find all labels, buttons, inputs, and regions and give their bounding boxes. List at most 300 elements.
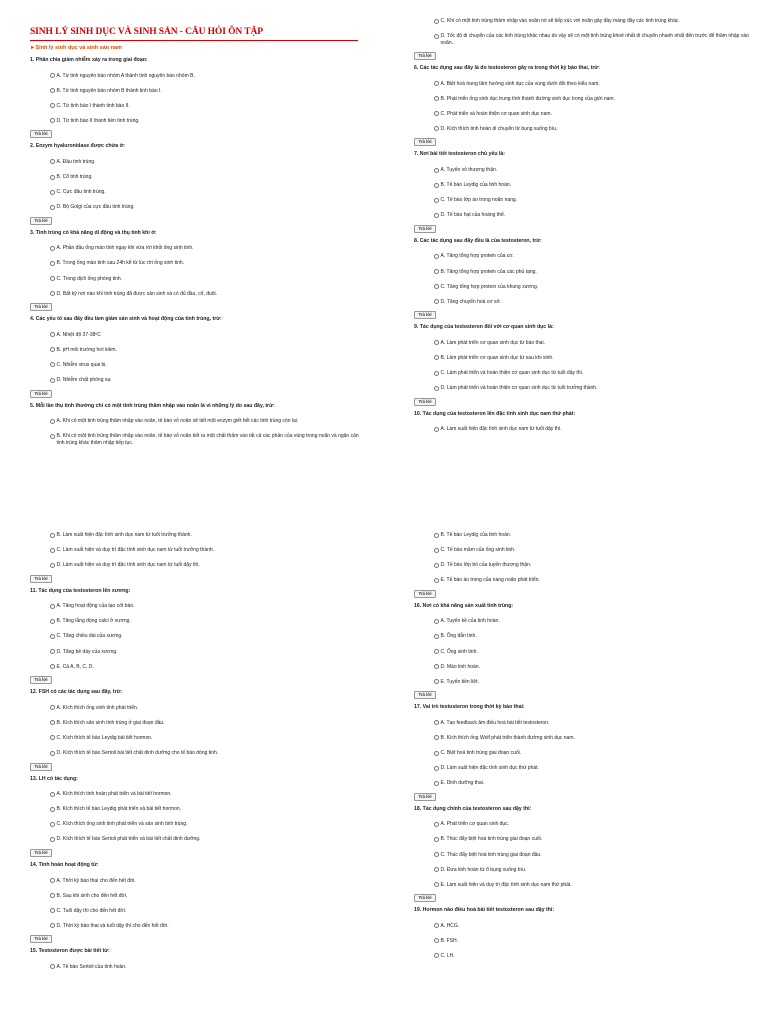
option-label: A. Làm xuất hiện đặc tính sinh dục nam từ tuổi dậy thì. bbox=[440, 426, 562, 433]
radio-button-icon[interactable] bbox=[434, 284, 439, 289]
option-label: B. Thúc đẩy biệt hoá tinh trùng giai đoạn cuối. bbox=[440, 836, 543, 843]
option-label: C. LH. bbox=[440, 952, 455, 959]
answer-option[interactable] bbox=[414, 780, 760, 787]
question-text: 5. Mỗi lần thụ tinh thường chỉ có một tinh trùng thâm nhập vào noãn là vì những lý do sau đây, trừ: bbox=[30, 402, 275, 409]
question-list bbox=[30, 57, 360, 446]
radio-button-icon[interactable] bbox=[434, 269, 439, 274]
answer-button[interactable]: Trả lời bbox=[414, 52, 436, 60]
answer-option[interactable] bbox=[414, 33, 760, 46]
radio-button-icon[interactable] bbox=[434, 679, 439, 684]
option-label: A. Phần đầu ống mào tinh ngay khi vừa rời khỏi ống sinh tinh. bbox=[56, 245, 194, 252]
answer-button[interactable]: Trả lời bbox=[30, 390, 52, 398]
answer-option[interactable] bbox=[414, 167, 760, 174]
answer-option[interactable] bbox=[414, 953, 760, 960]
question-text: 8. Các tác dụng sau đây đều là của testosteron, trừ: bbox=[414, 237, 542, 244]
answer-option[interactable] bbox=[30, 174, 360, 181]
radio-button-icon[interactable] bbox=[434, 634, 439, 639]
question-block bbox=[30, 57, 360, 138]
question-text: 16. Nơi có khả năng sản xuất tinh trùng: bbox=[414, 602, 514, 609]
answer-option[interactable] bbox=[30, 362, 360, 369]
option-label: C. Trong dịch ống phóng tinh. bbox=[56, 275, 123, 282]
option-label: E. Tế bào áo trong của nang noãn phát triển. bbox=[440, 577, 540, 584]
radio-button-icon[interactable] bbox=[434, 619, 439, 624]
option-label: A. Đầu tinh trùng. bbox=[56, 158, 96, 165]
question-block bbox=[414, 907, 760, 959]
option-label: A. Tạo feedback âm điều hoà bài tiết testosteron. bbox=[440, 719, 550, 726]
answer-option[interactable] bbox=[414, 577, 760, 584]
option-label: A. Khi có một tinh trùng thâm nhập vào noãn, tế bào vỏ noãn sẽ tiết một enzym giết hết các tinh trùng còn lại. bbox=[56, 418, 299, 425]
answer-option[interactable] bbox=[414, 197, 760, 204]
answer-button[interactable]: Trả lời bbox=[30, 130, 52, 138]
question-block bbox=[414, 238, 760, 319]
option-label: C. Từ tinh bào I thành tinh bào II. bbox=[56, 102, 130, 109]
question-block bbox=[30, 143, 360, 224]
answer-button[interactable]: Trả lời bbox=[30, 217, 52, 225]
answer-option[interactable] bbox=[30, 964, 360, 971]
answer-option[interactable] bbox=[30, 705, 360, 712]
option-label: C. Phát triển và hoàn thiện cơ quan sinh dục nam. bbox=[440, 110, 552, 117]
answer-option[interactable] bbox=[30, 189, 360, 196]
option-label: A. Nhiệt độ 37-38ºC bbox=[56, 331, 101, 338]
question-block bbox=[30, 862, 360, 943]
question-list bbox=[30, 532, 360, 970]
option-label: B. FSH. bbox=[440, 937, 459, 944]
question-block bbox=[414, 806, 760, 902]
option-label: B. Làm phát triển cơ quan sinh dục từ sau khi sinh. bbox=[440, 354, 554, 361]
answer-option[interactable] bbox=[30, 332, 360, 339]
answer-option[interactable] bbox=[414, 253, 760, 260]
option-label: C. Khi có một tinh trùng thâm nhập vào noãn nó sẽ tiếp xúc với noãn gây đầy màng đầy các tinh trùng khác. bbox=[440, 18, 680, 24]
answer-button[interactable]: Trả lời bbox=[414, 590, 436, 598]
radio-button-icon[interactable] bbox=[50, 664, 55, 669]
answer-button[interactable]: Trả lời bbox=[414, 793, 436, 801]
radio-button-icon[interactable] bbox=[434, 198, 439, 203]
answer-option[interactable] bbox=[30, 908, 360, 915]
answer-option[interactable] bbox=[414, 340, 760, 347]
answer-option[interactable] bbox=[414, 18, 760, 25]
answer-button[interactable]: Trả lời bbox=[414, 691, 436, 699]
answer-option[interactable] bbox=[414, 299, 760, 306]
option-label: D. Mào tinh hoàn. bbox=[440, 663, 480, 670]
option-label: D. Bộ Golgi của cực đầu tinh trùng. bbox=[56, 204, 135, 211]
option-label: B. Tế bào Leydig của tinh hoàn. bbox=[440, 182, 512, 189]
answer-option[interactable] bbox=[414, 735, 760, 742]
answer-option[interactable] bbox=[30, 836, 360, 843]
answer-option[interactable] bbox=[414, 126, 760, 133]
radio-button-icon[interactable] bbox=[50, 261, 55, 266]
option-label: B. Làm xuất hiện đặc tính sinh dục nam từ tuổi trưởng thành. bbox=[56, 532, 192, 538]
radio-button-icon[interactable] bbox=[434, 371, 439, 376]
answer-button[interactable]: Trả lời bbox=[414, 398, 436, 406]
radio-button-icon[interactable] bbox=[50, 720, 55, 725]
answer-option[interactable] bbox=[30, 547, 360, 554]
answer-option[interactable] bbox=[414, 852, 760, 859]
question-block bbox=[414, 603, 760, 699]
option-label: A. Từ tinh nguyên bào nhóm A thành tinh nguyên bào nhóm B. bbox=[56, 72, 195, 79]
answer-option[interactable] bbox=[30, 664, 360, 671]
option-label: D. Đưa tinh hoàn từ ổ bụng xuống bìu. bbox=[440, 866, 527, 873]
radio-button-icon[interactable] bbox=[434, 254, 439, 259]
answer-button[interactable]: Trả lời bbox=[414, 311, 436, 319]
question-text: 3. Tinh trùng có khả năng di động và thụ tinh khi ở: bbox=[30, 229, 157, 236]
radio-button-icon[interactable] bbox=[50, 378, 55, 383]
answer-option[interactable] bbox=[414, 720, 760, 727]
question-text: 2. Enzym hyaluronidase được chứa ở: bbox=[30, 143, 126, 150]
answer-option[interactable] bbox=[414, 284, 760, 291]
radio-button-icon[interactable] bbox=[50, 807, 55, 812]
answer-option[interactable] bbox=[414, 426, 760, 433]
radio-button-icon[interactable] bbox=[50, 908, 55, 913]
option-label: B. Tăng tổng hợp protein của các phủ tạng. bbox=[440, 268, 537, 275]
answer-option[interactable] bbox=[30, 377, 360, 384]
radio-button-icon[interactable] bbox=[50, 792, 55, 797]
answer-option[interactable] bbox=[414, 750, 760, 757]
option-label: C. Tăng chiều dài của xương. bbox=[56, 633, 123, 640]
radio-button-icon[interactable] bbox=[50, 419, 55, 424]
question-text: 14. Tinh hoàn hoạt động từ: bbox=[30, 861, 99, 868]
page-2-right-column bbox=[414, 528, 760, 959]
option-label: A. Kích thích tinh hoàn phát triển và bài tiết hormon. bbox=[56, 791, 172, 798]
option-label: D. Kích thích tinh hoàn di chuyển từ bụng xuống bìu. bbox=[440, 125, 558, 132]
answer-option[interactable] bbox=[414, 370, 760, 377]
question-block bbox=[414, 324, 760, 405]
answer-option[interactable] bbox=[30, 806, 360, 813]
question-block bbox=[414, 532, 760, 598]
question-text: 19. Hormon nào điều hoà bài tiết testosteron sau dậy thì: bbox=[414, 907, 555, 914]
answer-option[interactable] bbox=[414, 679, 760, 686]
radio-button-icon[interactable] bbox=[50, 73, 55, 78]
answer-button[interactable]: Trả lời bbox=[414, 894, 436, 902]
answer-option[interactable] bbox=[30, 88, 360, 95]
radio-button-icon[interactable] bbox=[50, 735, 55, 740]
answer-option[interactable] bbox=[30, 893, 360, 900]
answer-option[interactable] bbox=[30, 159, 360, 166]
answer-button[interactable]: Trả lời bbox=[30, 303, 52, 311]
radio-button-icon[interactable] bbox=[50, 434, 55, 439]
radio-button-icon[interactable] bbox=[50, 705, 55, 710]
answer-option[interactable] bbox=[414, 664, 760, 671]
answer-option[interactable] bbox=[414, 355, 760, 362]
radio-button-icon[interactable] bbox=[434, 213, 439, 218]
answer-option[interactable] bbox=[414, 938, 760, 945]
answer-button[interactable]: Trả lời bbox=[30, 575, 52, 583]
option-label: A. Tuyến kề của tinh hoàn. bbox=[440, 618, 500, 625]
answer-option[interactable] bbox=[30, 103, 360, 110]
option-label: A. Tăng tổng hợp protein của cơ. bbox=[440, 253, 514, 260]
radio-button-icon[interactable] bbox=[434, 751, 439, 756]
option-label: A. Tăng hoạt động của tạo cốt bào. bbox=[56, 603, 135, 610]
radio-button-icon[interactable] bbox=[50, 878, 55, 883]
option-label: D. Thời kỳ bào thai và tuổi dậy thì cho đến hết đời. bbox=[56, 922, 169, 929]
answer-option[interactable] bbox=[414, 882, 760, 889]
radio-button-icon[interactable] bbox=[434, 938, 439, 943]
radio-button-icon[interactable] bbox=[434, 882, 439, 887]
radio-button-icon[interactable] bbox=[434, 781, 439, 786]
option-label: D. Tốc độ di chuyển của các tinh trùng khác nhau do vậy sẽ có một tinh trùng khoẻ nhất di chuyển nhanh nhất đến trước để thâm nhập vào noãn. bbox=[440, 33, 749, 46]
option-label: D. Kích thích tế bào Sertoli bài tiết chất dinh dưỡng cho tế bào dòng tinh. bbox=[56, 750, 219, 757]
option-label: D. Nhiễm chất phóng xạ. bbox=[56, 377, 112, 383]
answer-option[interactable] bbox=[30, 618, 360, 625]
radio-button-icon[interactable] bbox=[50, 923, 55, 928]
radio-button-icon[interactable] bbox=[434, 168, 439, 173]
question-block bbox=[30, 230, 360, 311]
question-block bbox=[414, 65, 760, 146]
answer-option[interactable] bbox=[30, 291, 360, 298]
answer-option[interactable] bbox=[30, 532, 360, 539]
radio-button-icon[interactable] bbox=[50, 159, 55, 164]
answer-option[interactable] bbox=[414, 385, 760, 392]
radio-button-icon[interactable] bbox=[434, 111, 439, 116]
answer-option[interactable] bbox=[30, 791, 360, 798]
answer-option[interactable] bbox=[30, 750, 360, 757]
answer-option[interactable] bbox=[414, 269, 760, 276]
section-subtitle: ►Sinh lý sinh dục và sinh sản nam bbox=[30, 45, 122, 51]
option-label: C. Tuổi dậy thì cho đến hết đời. bbox=[56, 907, 127, 914]
title-rule bbox=[30, 40, 358, 41]
radio-button-icon[interactable] bbox=[434, 953, 439, 958]
option-label: C. Tăng tổng hợp protein của khung xương. bbox=[440, 283, 539, 290]
answer-option[interactable] bbox=[30, 276, 360, 283]
question-block bbox=[30, 776, 360, 857]
answer-option[interactable] bbox=[414, 532, 760, 539]
answer-option[interactable] bbox=[414, 836, 760, 843]
radio-button-icon[interactable] bbox=[434, 837, 439, 842]
option-label: D. Làm xuất hiện và duy trì đặc tính sinh dục nam từ tuổi dậy thì. bbox=[56, 562, 200, 569]
option-label: B. Tế bào Leydig của tinh hoàn. bbox=[440, 532, 512, 538]
option-label: C. Kích thích tế bào Leydig bài tiết hormon. bbox=[56, 734, 153, 741]
answer-option[interactable] bbox=[30, 245, 360, 252]
radio-button-icon[interactable] bbox=[50, 276, 55, 281]
answer-button[interactable]: Trả lời bbox=[414, 225, 436, 233]
answer-option[interactable] bbox=[414, 618, 760, 625]
option-label: D. Từ tinh bào II thành tiền tinh trùng. bbox=[56, 117, 140, 124]
question-text: 18. Tác dụng chính của testosteron sau dậy thì: bbox=[414, 805, 532, 812]
option-label: D. Tế bào hạt của hoàng thể. bbox=[440, 212, 506, 219]
option-label: E. Tuyến tiền liệt. bbox=[440, 678, 479, 685]
option-label: C. Nhiễm virus quai bị. bbox=[56, 361, 107, 368]
radio-button-icon[interactable] bbox=[434, 664, 439, 669]
radio-button-icon[interactable] bbox=[50, 548, 55, 553]
answer-option[interactable] bbox=[414, 547, 760, 554]
option-label: B. Cổ tinh trùng. bbox=[56, 174, 93, 181]
radio-button-icon[interactable] bbox=[434, 735, 439, 740]
answer-option[interactable] bbox=[30, 260, 360, 267]
option-label: A. HCG. bbox=[440, 922, 460, 929]
radio-button-icon[interactable] bbox=[434, 96, 439, 101]
option-label: B. Khi có một tinh trùng thâm nhập vào noãn, tế bào vỏ noãn tiết ra một chất thấm vào tất cả các phần của vùng trong noãn và ngăn cản tinh trùng khác thâm nhập tiếp tục. bbox=[56, 433, 359, 446]
answer-option[interactable] bbox=[414, 821, 760, 828]
option-label: B. Từ tinh nguyên bào nhóm B thành tinh bào I. bbox=[56, 87, 162, 94]
radio-button-icon[interactable] bbox=[50, 118, 55, 123]
radio-button-icon[interactable] bbox=[50, 175, 55, 180]
radio-button-icon[interactable] bbox=[434, 766, 439, 771]
option-label: B. Phát triển ống sinh dục trung tính thành đường sinh dục trong của giới nam. bbox=[440, 95, 615, 102]
question-block bbox=[30, 689, 360, 770]
radio-button-icon[interactable] bbox=[50, 205, 55, 210]
question-text: 7. Nơi bài tiết testosteron chủ yếu là: bbox=[414, 151, 506, 158]
answer-option[interactable] bbox=[30, 603, 360, 610]
answer-option[interactable] bbox=[414, 867, 760, 874]
option-label: D. Làm xuất hiện đặc tính sinh dục thứ phát. bbox=[440, 765, 539, 772]
question-block bbox=[30, 948, 360, 970]
page-1-left-column bbox=[30, 26, 360, 446]
radio-button-icon[interactable] bbox=[434, 563, 439, 568]
question-block bbox=[414, 18, 760, 60]
answer-option[interactable] bbox=[414, 562, 760, 569]
radio-button-icon[interactable] bbox=[50, 190, 55, 195]
option-label: C. Làm xuất hiện và duy trì đặc tính sinh dục nam từ tuổi trưởng thành. bbox=[56, 547, 215, 554]
answer-option[interactable] bbox=[30, 562, 360, 569]
answer-option[interactable] bbox=[414, 649, 760, 656]
option-label: E. Cả A, B, C, D. bbox=[56, 663, 94, 670]
question-text: 13. LH có tác dụng: bbox=[30, 775, 78, 782]
answer-option[interactable] bbox=[30, 878, 360, 885]
option-label: A. Làm phát triển cơ quan sinh dục từ bào thai. bbox=[440, 339, 545, 346]
option-label: D. Tăng chuyển hoá cơ sở. bbox=[440, 298, 502, 305]
radio-button-icon[interactable] bbox=[434, 852, 439, 857]
radio-button-icon[interactable] bbox=[50, 837, 55, 842]
option-label: C. Kích thích ống sinh tinh phát triển và sản sinh tinh trùng. bbox=[56, 821, 188, 828]
option-label: A. Phát triển cơ quan sinh dục. bbox=[440, 821, 510, 828]
option-label: C. Biệt hoá tinh trùng giai đoạn cuối. bbox=[440, 750, 522, 757]
question-list bbox=[414, 532, 760, 959]
option-label: A. Thời kỳ bào thai cho đến hết đời. bbox=[56, 877, 136, 884]
radio-button-icon[interactable] bbox=[434, 19, 439, 24]
radio-button-icon[interactable] bbox=[50, 751, 55, 756]
option-label: A. Tuyến vỏ thượng thận. bbox=[440, 167, 498, 174]
option-label: A. Tế bào Sertoli của tinh hoàn. bbox=[56, 963, 127, 970]
question-block bbox=[30, 588, 360, 684]
radio-button-icon[interactable] bbox=[50, 246, 55, 251]
radio-button-icon[interactable] bbox=[434, 427, 439, 432]
question-block bbox=[414, 411, 760, 433]
answer-option[interactable] bbox=[30, 73, 360, 80]
radio-button-icon[interactable] bbox=[434, 386, 439, 391]
radio-button-icon[interactable] bbox=[434, 548, 439, 553]
question-text: 12. FSH có các tác dụng sau đây, trừ: bbox=[30, 689, 123, 696]
radio-button-icon[interactable] bbox=[434, 340, 439, 345]
radio-button-icon[interactable] bbox=[50, 604, 55, 609]
radio-button-icon[interactable] bbox=[434, 126, 439, 131]
answer-option[interactable] bbox=[30, 204, 360, 211]
option-label: D. Bất kỳ nơi nào khi tinh trùng đã được sản sinh và có đủ đầu, cổ, đuôi. bbox=[56, 290, 218, 297]
question-text: 4. Các yếu tố sau đây đều làm giảm sản sinh và hoạt động của tinh trùng, trừ: bbox=[30, 316, 222, 323]
answer-button[interactable]: Trả lời bbox=[414, 138, 436, 146]
answer-option[interactable] bbox=[414, 111, 760, 118]
option-label: B. Kích thích sản sinh tinh trùng ở giai đoạn đầu. bbox=[56, 719, 165, 726]
option-label: C. Cực đầu tinh trùng. bbox=[56, 189, 106, 196]
option-label: E. Dinh dưỡng thai. bbox=[440, 780, 485, 787]
radio-button-icon[interactable] bbox=[50, 332, 55, 337]
radio-button-icon[interactable] bbox=[434, 649, 439, 654]
option-label: E. Làm xuất hiện và duy trì đặc tính sinh dục nam thứ phát. bbox=[440, 881, 572, 888]
answer-option[interactable] bbox=[30, 118, 360, 125]
radio-button-icon[interactable] bbox=[50, 291, 55, 296]
radio-button-icon[interactable] bbox=[434, 355, 439, 360]
question-block bbox=[30, 403, 360, 447]
option-label: D. Tăng bề dày của xương. bbox=[56, 648, 118, 655]
radio-button-icon[interactable] bbox=[434, 578, 439, 583]
answer-option[interactable] bbox=[414, 633, 760, 640]
radio-button-icon[interactable] bbox=[434, 34, 439, 39]
answer-option[interactable] bbox=[30, 633, 360, 640]
option-label: C. Ống sinh tinh. bbox=[440, 648, 478, 655]
option-label: A. Kích thích ống sinh tinh phát triển. bbox=[56, 704, 139, 711]
radio-button-icon[interactable] bbox=[50, 822, 55, 827]
answer-button[interactable]: Trả lời bbox=[30, 763, 52, 771]
radio-button-icon[interactable] bbox=[434, 822, 439, 827]
radio-button-icon[interactable] bbox=[50, 964, 55, 969]
answer-button[interactable]: Trả lời bbox=[30, 935, 52, 943]
answer-option[interactable] bbox=[414, 182, 760, 189]
radio-button-icon[interactable] bbox=[50, 347, 55, 352]
answer-option[interactable] bbox=[30, 735, 360, 742]
option-label: B. Ống dẫn tinh. bbox=[440, 633, 477, 640]
page-2-left-column bbox=[30, 528, 360, 970]
answer-option[interactable] bbox=[30, 720, 360, 727]
radio-button-icon[interactable] bbox=[434, 183, 439, 188]
answer-button[interactable]: Trả lời bbox=[30, 676, 52, 684]
option-label: D. Tế bào lớp bó của tuyến thượng thận. bbox=[440, 562, 532, 569]
answer-option[interactable] bbox=[30, 347, 360, 354]
answer-option[interactable] bbox=[414, 923, 760, 930]
radio-button-icon[interactable] bbox=[434, 81, 439, 86]
option-label: D. Kích thích tế bào Sertoli phát triển và bài tiết chất dinh dưỡng. bbox=[56, 836, 201, 843]
radio-button-icon[interactable] bbox=[50, 893, 55, 898]
radio-button-icon[interactable] bbox=[50, 619, 55, 624]
radio-button-icon[interactable] bbox=[434, 533, 439, 538]
radio-button-icon[interactable] bbox=[50, 533, 55, 538]
question-text: 1. Phân chia giảm nhiễm xảy ra trong giai đoạn: bbox=[30, 57, 148, 63]
answer-option[interactable] bbox=[30, 821, 360, 828]
answer-option[interactable] bbox=[30, 649, 360, 656]
radio-button-icon[interactable] bbox=[50, 649, 55, 654]
radio-button-icon[interactable] bbox=[50, 563, 55, 568]
question-text: 6. Các tác dụng sau đây là do testosteron gây ra trong thời kỳ bào thai, trừ: bbox=[414, 65, 600, 72]
radio-button-icon[interactable] bbox=[50, 362, 55, 367]
answer-button[interactable]: Trả lời bbox=[30, 849, 52, 857]
page-1-right-column bbox=[414, 14, 760, 433]
answer-option[interactable] bbox=[30, 433, 360, 446]
option-label: B. Kích thích tế bào Leydig phát triển và bài tiết hormon. bbox=[56, 806, 182, 813]
answer-option[interactable] bbox=[414, 81, 760, 88]
question-list bbox=[414, 18, 760, 433]
question-text: 10. Tác dụng của testosteron lên đặc tính sinh dục nam thứ phát: bbox=[414, 410, 576, 417]
question-block bbox=[30, 316, 360, 397]
question-text: 15. Testosteron được bài tiết từ: bbox=[30, 948, 110, 955]
question-text: 9. Tác dụng của testosteron đối với cơ quan sinh dục là: bbox=[414, 324, 554, 331]
answer-option[interactable] bbox=[30, 418, 360, 425]
option-label: C. Thúc đẩy biệt hoá tinh trùng giai đoạn đầu. bbox=[440, 851, 542, 858]
answer-option[interactable] bbox=[414, 96, 760, 103]
radio-button-icon[interactable] bbox=[434, 299, 439, 304]
radio-button-icon[interactable] bbox=[50, 103, 55, 108]
question-block bbox=[414, 151, 760, 232]
radio-button-icon[interactable] bbox=[434, 923, 439, 928]
answer-option[interactable] bbox=[414, 765, 760, 772]
answer-option[interactable] bbox=[414, 212, 760, 219]
radio-button-icon[interactable] bbox=[434, 720, 439, 725]
option-label: B. pH môi trường hơi kiềm. bbox=[56, 346, 117, 353]
question-text: 11. Tác dụng của testosteron lên xương: bbox=[30, 587, 131, 594]
radio-button-icon[interactable] bbox=[434, 867, 439, 872]
answer-option[interactable] bbox=[30, 923, 360, 930]
option-label: B. Tăng lắng đọng calci ở xương. bbox=[56, 618, 131, 625]
question-text: 17. Vai trò testosteron trong thời kỳ bào thai: bbox=[414, 704, 525, 711]
radio-button-icon[interactable] bbox=[50, 634, 55, 639]
option-label: C. Tế bào lớp áo trong noãn nang. bbox=[440, 197, 518, 204]
radio-button-icon[interactable] bbox=[50, 88, 55, 93]
